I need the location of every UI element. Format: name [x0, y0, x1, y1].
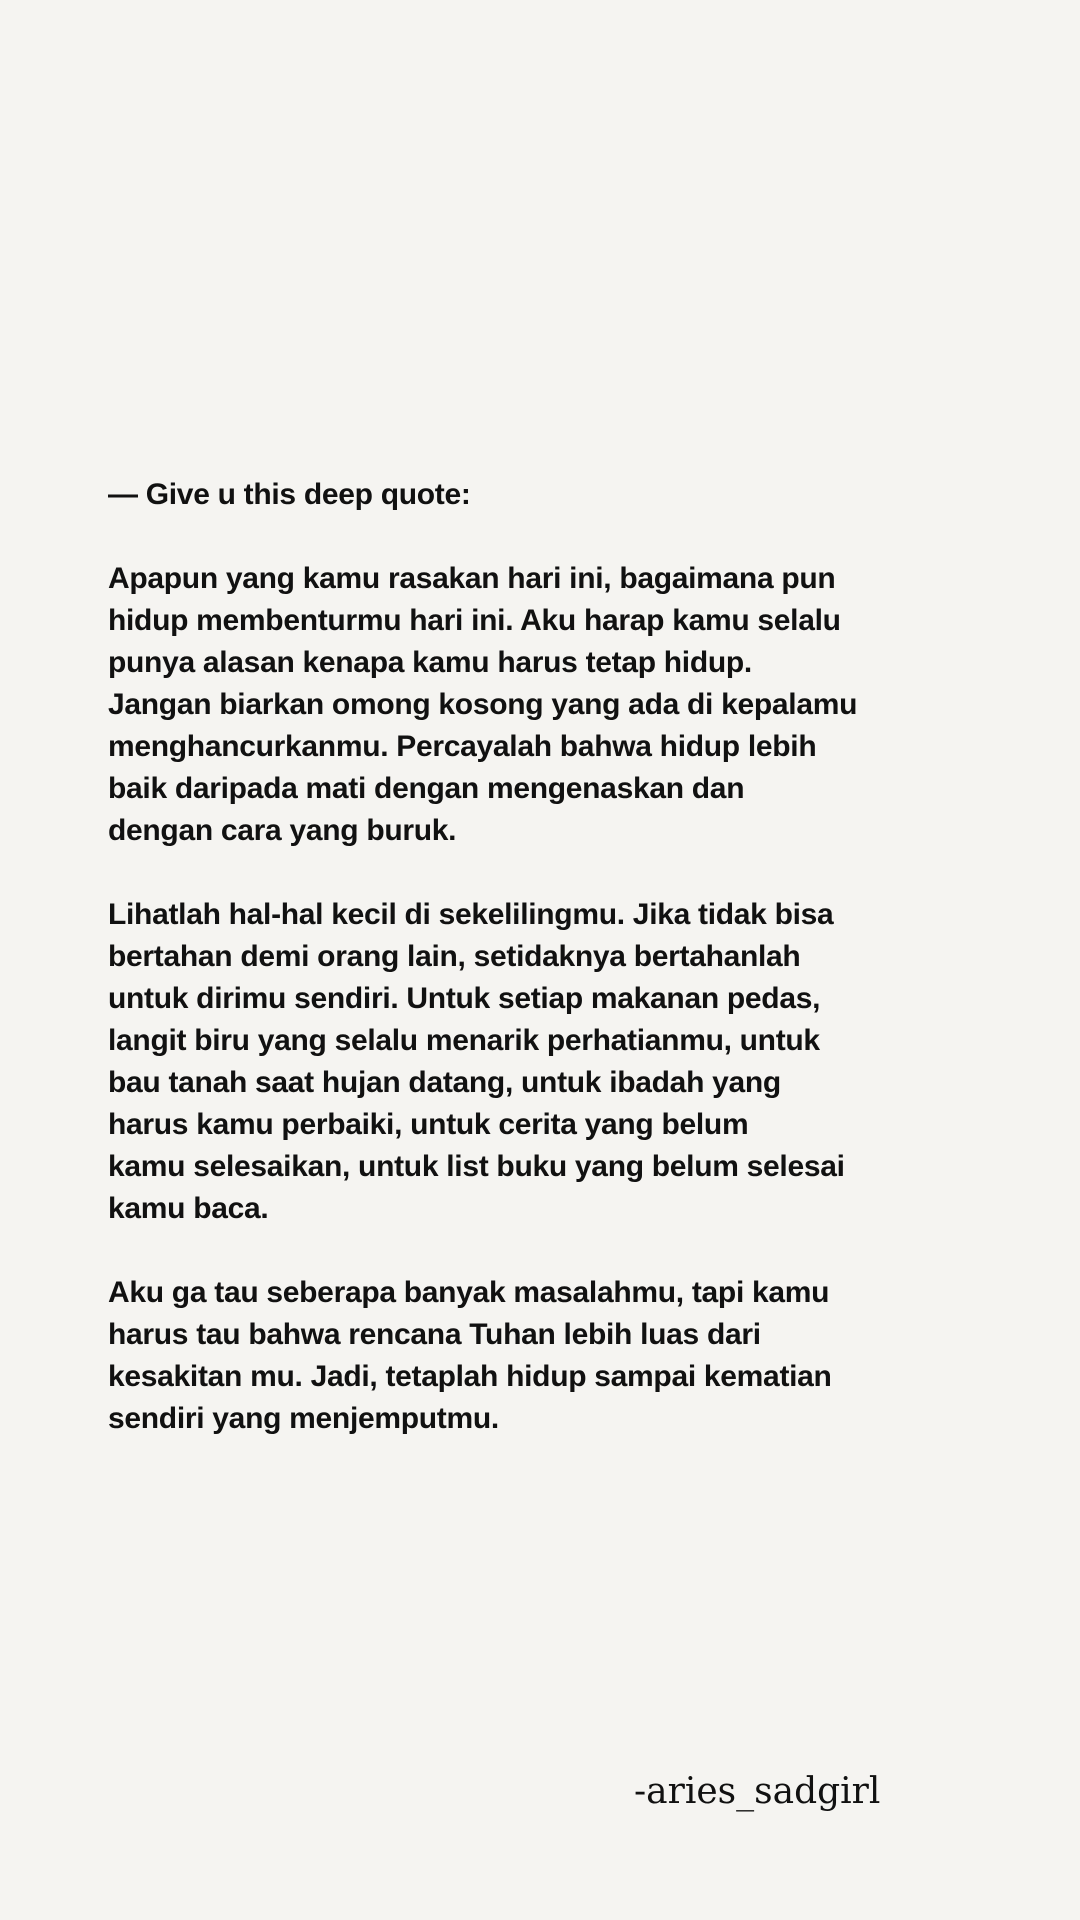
paragraph-line: kamu selesaikan, untuk list buku yang belum selesai — [108, 1150, 845, 1183]
paragraph-line: bertahan demi orang lain, setidaknya bertahanlah — [108, 940, 801, 973]
paragraph-line: sendiri yang menjemputmu. — [108, 1402, 499, 1435]
paragraph-line: Aku ga tau seberapa banyak masalahmu, tapi kamu — [108, 1276, 830, 1309]
quote-block — [108, 474, 988, 1482]
quote-paragraph-3 — [108, 1272, 988, 1440]
paragraph-line: kesakitan mu. Jadi, tetaplah hidup sampai kematian — [108, 1360, 832, 1393]
paragraph-line: Apapun yang kamu rasakan hari ini, bagaimana pun — [108, 562, 836, 595]
paragraph-line: Jangan biarkan omong kosong yang ada di kepalamu — [108, 688, 858, 721]
quote-paragraph-1 — [108, 558, 988, 852]
paragraph-line: hidup membenturmu hari ini. Aku harap kamu selalu — [108, 604, 841, 637]
quote-intro: — Give u this deep quote: — [108, 478, 471, 511]
paragraph-line: dengan cara yang buruk. — [108, 814, 457, 847]
paragraph-line: harus kamu perbaiki, untuk cerita yang belum — [108, 1108, 749, 1141]
paragraph-line: baik daripada mati dengan mengenaskan dan — [108, 772, 745, 805]
paragraph-line: menghancurkanmu. Percayalah bahwa hidup lebih — [108, 730, 817, 763]
paragraph-line: untuk dirimu sendiri. Untuk setiap makanan pedas, — [108, 982, 821, 1015]
quote-paragraph-2 — [108, 894, 988, 1230]
paragraph-line: langit biru yang selalu menarik perhatianmu, untuk — [108, 1024, 820, 1057]
paragraph-line: punya alasan kenapa kamu harus tetap hidup. — [108, 646, 752, 679]
paragraph-line: Lihatlah hal-hal kecil di sekelilingmu. Jika tidak bisa — [108, 898, 834, 931]
author-signature: -aries_sadgirl — [634, 1771, 881, 1812]
paragraph-line: harus tau bahwa rencana Tuhan lebih luas dari — [108, 1318, 761, 1351]
paragraph-line: bau tanah saat hujan datang, untuk ibadah yang — [108, 1066, 781, 1099]
paragraph-line: kamu baca. — [108, 1192, 269, 1225]
